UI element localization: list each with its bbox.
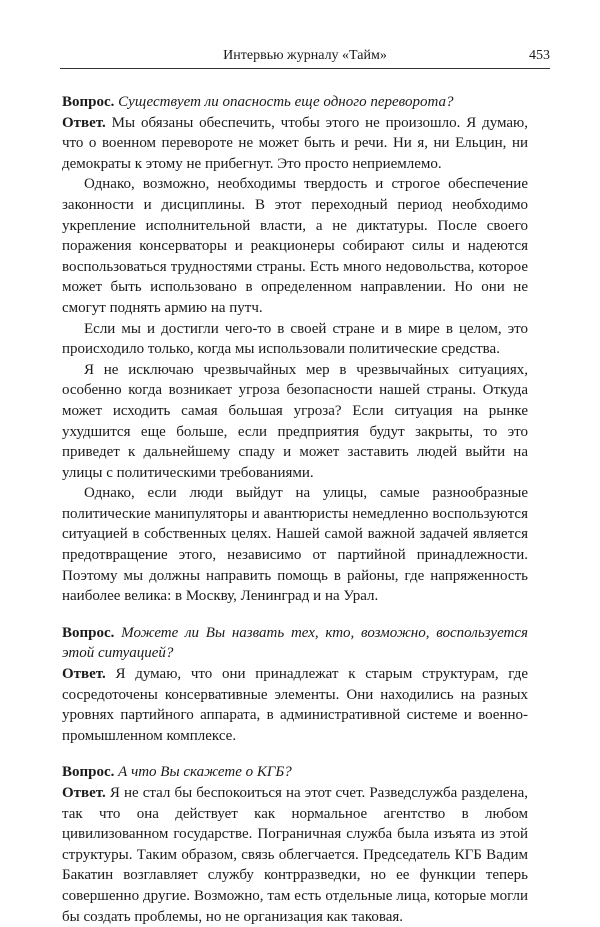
question-text: Можете ли Вы назвать тех, кто, возможно, воспользуется этой ситуацией? bbox=[62, 624, 529, 662]
question-label: Вопрос. bbox=[62, 94, 115, 110]
answer-text: Я не стал бы беспокоиться на этот счет. Разведслужба разделена, так что она действует как нормальное агентство в любом цивилизованном государстве. Пограничная служба была изъята из этой структуры. Таким образом, связь облегчается. Председатель КГБ Вадим Бакатин возглавляет службу контрразведки, но ее функции теперь совершенно другие. Возможно, там есть отдельные лица, которые могли бы создать проблемы, но не организация как таковая. bbox=[62, 785, 529, 925]
question-label: Вопрос. bbox=[62, 624, 115, 641]
paragraph: Однако, если люди выйдут на улицы, самые разнообразные политические манипуляторы и авантюристы немедленно воспользуются ситуацией в собственных целях. Нашей самой важной задачей является предотвращение этого, независимо от партийной принадлежности. Поэтому мы должны направить помощь в районы, где напряженность наиболее велика: в Москву, Ленинград и на Урал. bbox=[62, 485, 528, 605]
qa-section-3 bbox=[62, 762, 528, 927]
answer-label: Ответ. bbox=[62, 785, 106, 801]
question bbox=[62, 92, 528, 113]
page-number: 453 bbox=[529, 48, 550, 63]
paragraph: Я не исключаю чрезвычайных мер в чрезвычайных ситуациях, особенно когда возникает угроза безопасности нашей страны. Откуда может исходить самая большая угроза? Если ситуация на рынке ухудшится еще больше, если предприятия будут закрыты, то это приведет к дальнейшему спаду и может заставить людей выйти на улицы с политическими требованиями. bbox=[62, 361, 528, 481]
answer bbox=[62, 783, 528, 927]
answer-label: Ответ. bbox=[62, 114, 106, 131]
running-header bbox=[60, 46, 550, 69]
question-text: А что Вы скажете о КГБ? bbox=[118, 764, 292, 781]
answer-text: Мы обязаны обеспечить, чтобы этого не произошло. Я думаю, что о военном перевороте не может быть и речи. Ни я, ни Ельцин, ни демократы к этому не прибегнут. Это просто неприемлемо. bbox=[62, 114, 529, 172]
qa-section-1 bbox=[62, 92, 528, 607]
question bbox=[62, 623, 528, 664]
answer bbox=[62, 664, 528, 746]
answer bbox=[62, 113, 528, 175]
question bbox=[62, 762, 528, 783]
answer-label: Ответ. bbox=[62, 666, 106, 683]
header-title: Интервью журналу «Тайм» bbox=[223, 48, 387, 63]
question-text: Существует ли опасность еще одного переворота? bbox=[118, 94, 454, 110]
answer-text: Я думаю, что они принадлежат к старым структурам, где сосредоточены консервативные элементы. Они находились на разных уровнях партийного аппарата, в административной системе и военно-промышленном комплексе. bbox=[62, 666, 528, 744]
paragraph: Однако, возможно, необходимы твердость и строгое обеспечение законности и дисциплины. В этот переходный период необходимо укрепление исполнительной власти, а не диктатуры. После своего поражения консерваторы и реакционеры собирают силы и надеются воспользоваться трудностями страны. Есть много недовольства, которое может быть использовано в определенном направлении. Но они не смогут поднять армию на путч. bbox=[62, 176, 528, 316]
body-text bbox=[62, 92, 528, 927]
qa-section-2 bbox=[62, 623, 528, 747]
paragraph: Если мы и достигли чего-то в своей стране и в мире в целом, это происходило только, когда мы использовали политические средства. bbox=[62, 320, 528, 358]
question-label: Вопрос. bbox=[62, 764, 115, 781]
